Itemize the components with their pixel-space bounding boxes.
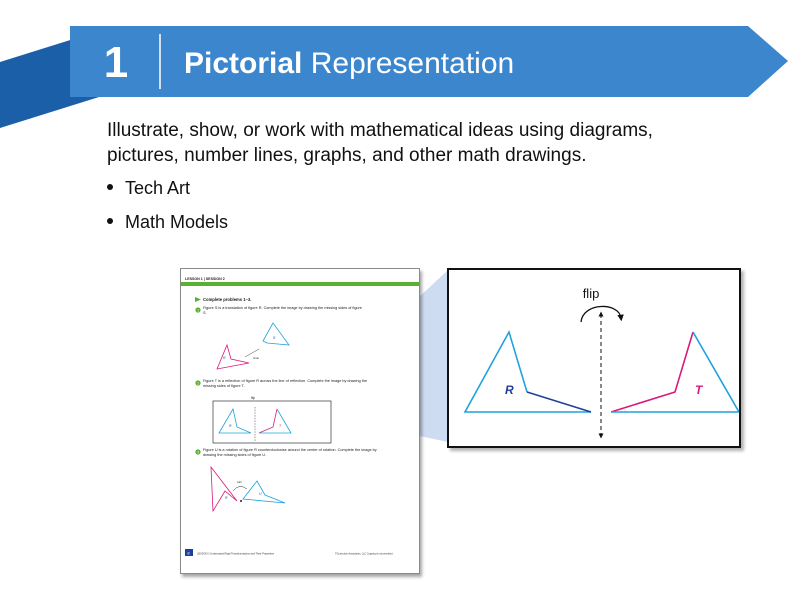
worksheet-thumbnail — [180, 268, 420, 574]
thumb-problem-number: 1 — [197, 308, 199, 313]
intro-text: Illustrate, show, or work with mathematical ideas using diagrams, pictures, number lines, graphs, and other math drawings. — [107, 120, 653, 166]
thumb-callout-box — [213, 401, 331, 443]
thumb-header-text: LESSON 1 | SESSION 2 — [185, 277, 225, 281]
thumb-problem-text-wrap — [203, 379, 378, 393]
thumb-label-u: U — [259, 492, 262, 496]
thumb-figure-u — [243, 481, 285, 503]
thumb-label-r: R — [223, 356, 226, 360]
thumb-problem-text-wrap — [203, 306, 363, 320]
thumb-problem-number: 3 — [197, 450, 199, 455]
bullet-label: Math Models — [125, 212, 229, 232]
thumb-problem-text: Figure T is a reflection of figure R across the line of reflection. Complete the image by drawing the missing sides of figure T. — [203, 379, 368, 388]
thumb-footer-left: LESSON 1 Understand Rigid Transformations and Their Properties — [197, 552, 274, 556]
bullet-item — [107, 210, 228, 244]
section-number: 1 — [103, 38, 129, 87]
thumb-footer-right: ©Curriculum Associates, LLC Copying is not permitted. — [335, 552, 394, 556]
page-title — [184, 44, 514, 84]
figure-t-given-sides — [611, 332, 739, 412]
figure-t-drawn-sides — [611, 332, 693, 412]
bullet-dot — [107, 218, 113, 224]
title-bold: Pictorial — [184, 47, 303, 80]
thumb-label-slide: slide — [253, 356, 260, 360]
figure-r-outline — [465, 332, 591, 412]
bullet-label: Tech Art — [125, 178, 191, 198]
title-rest: Representation — [310, 47, 515, 80]
thumb-label-turn: turn — [237, 480, 243, 484]
thumb-turn-arrow — [233, 486, 247, 491]
thumb-label-r3: R — [225, 496, 228, 500]
thumb-instruction: Complete problems 1–3. — [203, 297, 252, 302]
thumb-instruction-arrow — [195, 297, 201, 302]
thumb-label-s: S — [273, 336, 276, 340]
flip-callout — [447, 268, 741, 448]
figure-r-label: R — [505, 383, 514, 397]
bullet-list — [107, 176, 228, 244]
thumb-problem-text-wrap — [203, 448, 378, 462]
bullet-item — [107, 176, 228, 210]
thumb-figure-r3 — [211, 467, 237, 511]
thumb-rotation-center — [240, 500, 242, 502]
flip-diagram — [449, 270, 739, 446]
thumb-problem-text: Figure S is a translation of figure R. Complete the image by drawing the missing sides of figure S. — [203, 306, 362, 315]
thumb-problem-number: 2 — [197, 381, 199, 386]
worksheet-art — [181, 269, 419, 573]
thumb-label-flip: flip — [251, 396, 256, 400]
thumb-problem-text: Figure U is a rotation of figure R counterclockwise around the center of rotation. Complete the image by drawing the missing sides of figure U. — [203, 448, 377, 457]
thumb-page-number: 8 — [187, 550, 190, 556]
thumb-label-r2: R — [229, 424, 232, 428]
flip-label: flip — [582, 286, 600, 301]
thumb-figure-s — [263, 323, 289, 345]
thumb-label-t: T — [279, 424, 282, 428]
figure-t-label: T — [695, 383, 703, 397]
figure-r-arm — [527, 392, 591, 412]
thumb-figure-r1 — [217, 345, 249, 369]
thumb-header-bar — [181, 282, 419, 286]
bullet-dot — [107, 184, 113, 190]
